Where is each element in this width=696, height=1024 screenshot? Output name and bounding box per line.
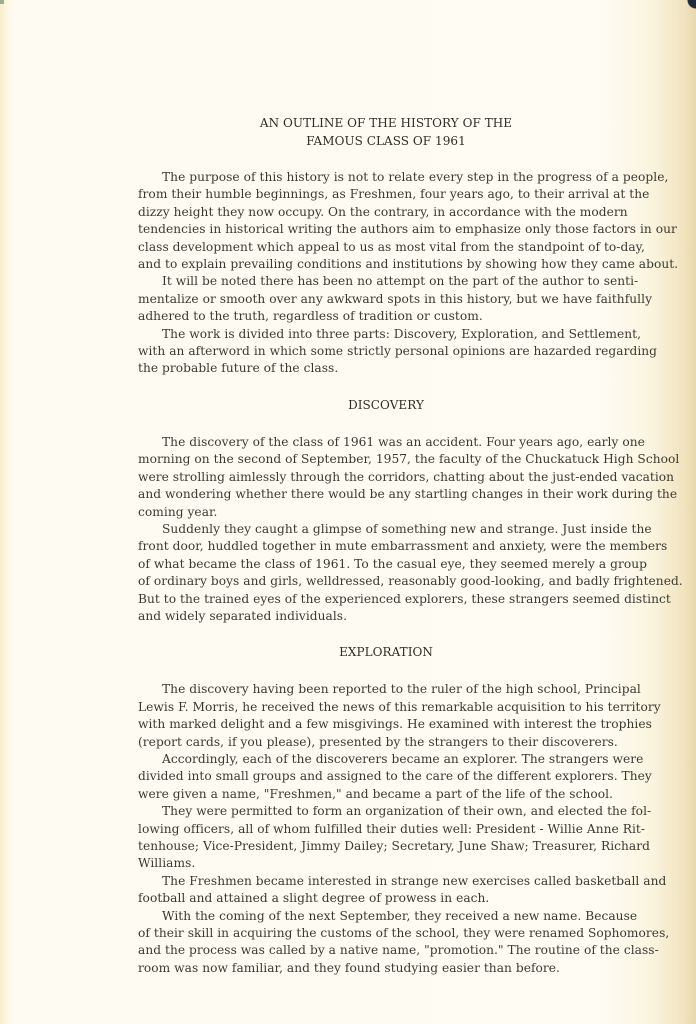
title-line-2: FAMOUS CLASS OF 1961 (306, 134, 466, 148)
text-line: Williams. (138, 856, 196, 871)
text-line: mentalize or smooth over any awkward spots in this history, but we have faithfully (138, 291, 653, 306)
page-corner-shadow (682, 0, 696, 10)
text-line: Accordingly, each of the discoverers became an explorer. The strangers were (162, 751, 644, 766)
paragraph (138, 873, 667, 908)
text-line: of what became the class of 1961. To the casual eye, they seemed merely a group (138, 556, 648, 571)
text-line: divided into small groups and assigned to the care of the different explorers. They (138, 769, 652, 784)
text-line: tenhouse; Vice-President, Jimmy Dailey; Secretary, June Shaw; Treasurer, Richard (138, 839, 650, 853)
text-line: With the coming of the next September, they received a new name. Because (162, 908, 638, 923)
text-line: The discovery having been reported to the ruler of the high school, Principal (162, 682, 641, 697)
text-line: class development which appeal to us as most vital from the standpoint of to-day, (138, 239, 645, 254)
text-line: Suddenly they caught a glimpse of something new and strange. Just inside the (162, 521, 652, 536)
text-line: were strolling aimlessly through the corridors, chatting about the just-ended vacation (138, 469, 675, 484)
paragraph (138, 803, 652, 873)
paragraph (138, 169, 679, 273)
text-line: with an afterword in which some strictly personal opinions are hazarded regarding (138, 344, 658, 359)
text-line: But to the trained eyes of the experienced explorers, these strangers seemed distinct (138, 591, 671, 606)
exploration-section (138, 681, 670, 977)
text-line: morning on the second of September, 1957, the faculty of the Chuckatuck High School (138, 452, 680, 467)
paragraph (138, 326, 658, 378)
text-line: adhered to the truth, regardless of tradition or custom. (138, 309, 483, 324)
document-title (138, 114, 644, 150)
text-line: The Freshmen became interested in strange new exercises called basketball and (162, 873, 667, 888)
text-line: and widely separated individuals. (138, 608, 348, 623)
text-line: dizzy height they now occupy. On the contrary, in accordance with the modern (138, 204, 628, 219)
text-line: were given a name, "Freshmen," and became a part of the life of the school. (138, 786, 614, 801)
text-line: room was now familiar, and they found studying easier than before. (138, 960, 560, 975)
intro-section (138, 169, 679, 378)
section-heading-discovery: DISCOVERY (348, 397, 424, 412)
text-line: of their skill in acquiring the customs of the school, they were renamed Sophomores, (138, 926, 670, 941)
title-line-1: AN OUTLINE OF THE HISTORY OF THE (259, 116, 513, 130)
document-body (138, 114, 683, 977)
text-line: (report cards, if you please), presented by the strangers to their discoverers. (138, 734, 618, 749)
text-line: and the process was called by a native name, "promotion." The routine of the class- (138, 943, 659, 958)
text-line: The discovery of the class of 1961 was an accident. Four years ago, early one (162, 434, 645, 449)
discovery-section (138, 434, 683, 625)
text-line: front door, huddled together in mute embarrassment and anxiety, were the members (138, 539, 668, 554)
paragraph (138, 751, 652, 803)
paragraph (138, 521, 683, 625)
text-line: It will be noted there has been no attempt on the part of the author to senti- (162, 274, 639, 289)
text-line: The work is divided into three parts: Discovery, Exploration, and Settlement, (162, 326, 642, 341)
page-corner-mark (0, 0, 4, 4)
text-line: with marked delight and a few misgivings. He examined with interest the trophies (138, 717, 652, 732)
text-line: They were permitted to form an organization of their own, and elected the fol- (162, 804, 652, 819)
text-line: Lewis F. Morris, he received the news of this remarkable acquisition to his territory (138, 699, 661, 714)
paragraph (138, 908, 670, 978)
text-line: lowing officers, all of whom fulfilled their duties well: President - Willie Anne Rit- (138, 821, 646, 836)
text-line: The purpose of this history is not to relate every step in the progress of a people, (162, 170, 669, 184)
text-line: from their humble beginnings, as Freshmen, four years ago, to their arrival at the (138, 187, 650, 202)
text-line: of ordinary boys and girls, welldressed, reasonably good-looking, and badly frightened. (138, 574, 683, 589)
text-line: the probable future of the class. (138, 361, 339, 376)
text-line: tendencies in historical writing the authors aim to emphasize only those factors in our (138, 222, 677, 237)
text-line: coming year. (138, 504, 218, 519)
paragraph (138, 681, 661, 751)
text-line: football and attained a slight degree of prowess in each. (138, 891, 490, 906)
text-line: and to explain prevailing conditions and institutions by showing how they came about. (138, 257, 679, 272)
paragraph (138, 273, 653, 325)
paragraph (138, 434, 680, 521)
section-heading-exploration: EXPLORATION (339, 645, 433, 660)
text-line: and wondering whether there would be any startling changes in their work during the (138, 487, 678, 502)
